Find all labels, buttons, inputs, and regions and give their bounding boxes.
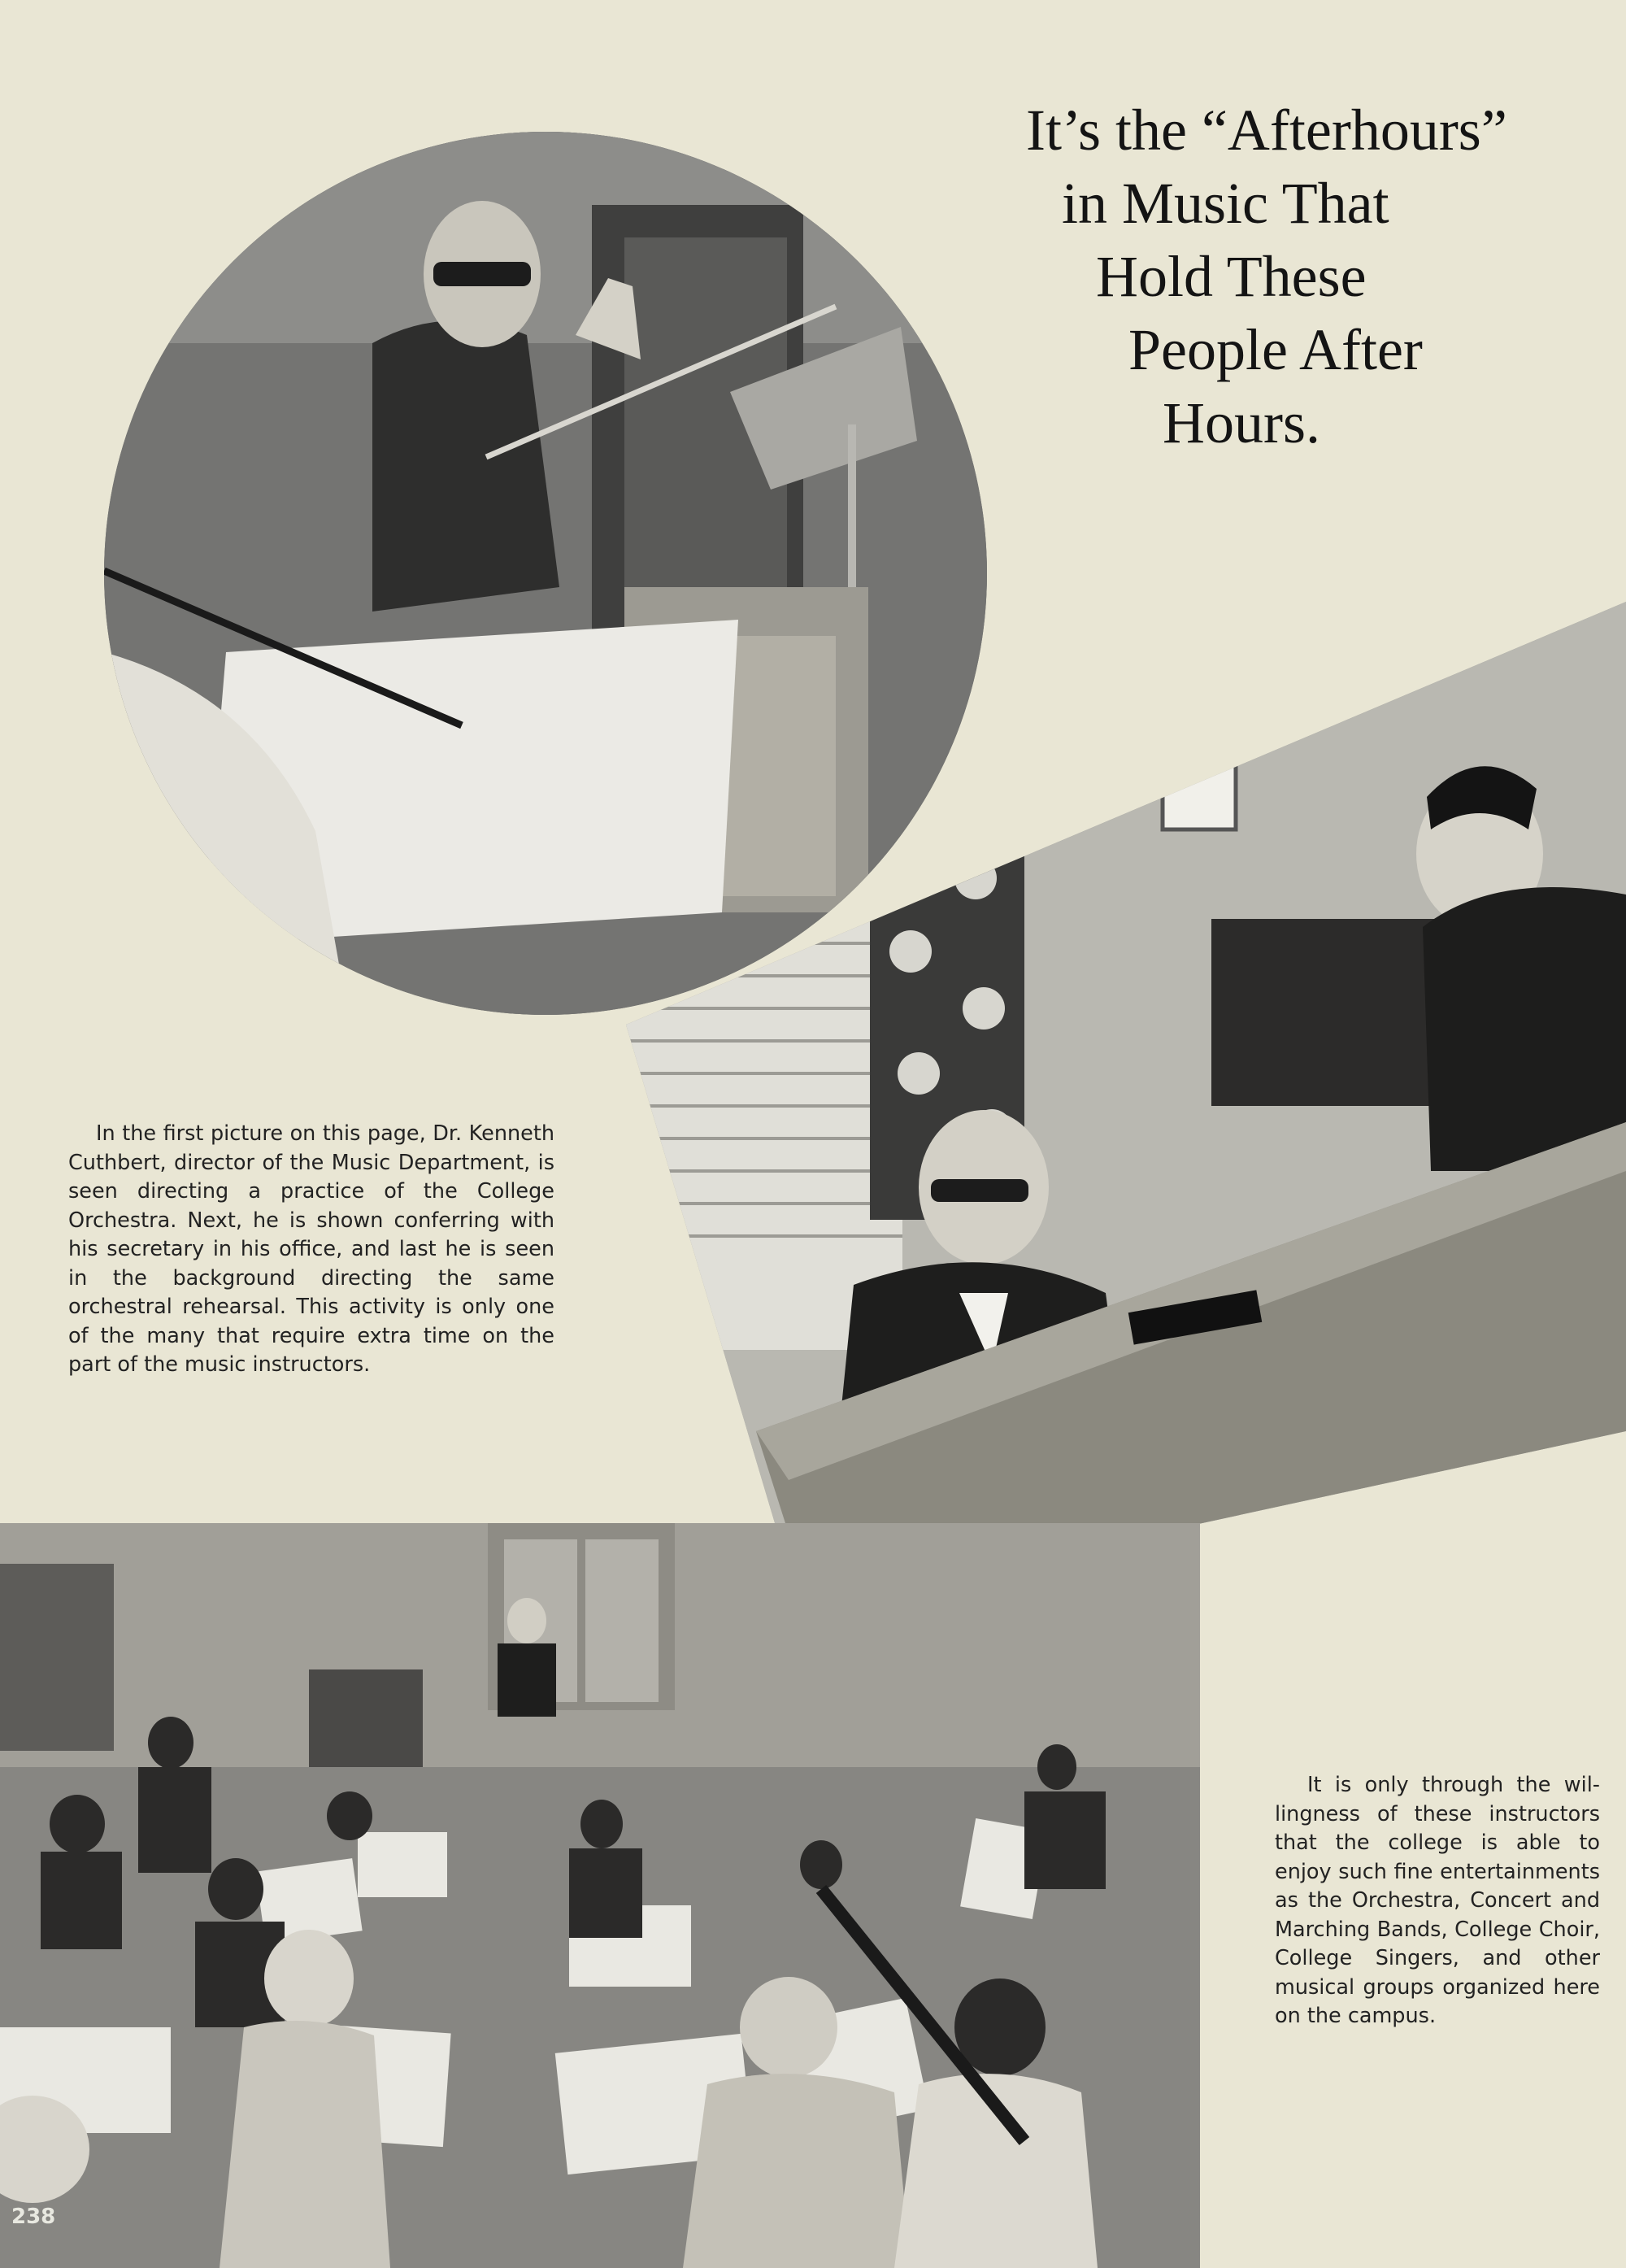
office-photo-art bbox=[626, 602, 1626, 1610]
orchestra-photo-art bbox=[0, 1523, 1200, 2268]
office-photo bbox=[626, 602, 1626, 1610]
orchestra-photo bbox=[0, 1523, 1200, 2268]
page-number: 238 bbox=[11, 2205, 56, 2229]
headline-line-4: People After bbox=[1128, 317, 1423, 382]
headline-line-5: Hours. bbox=[1163, 390, 1320, 455]
page-headline bbox=[1026, 94, 1619, 459]
caption-first: In the first picture on this page, Dr. Kenneth Cuthbert, director of the Music Department, is seen directing a practice of the College Orchestra. Next, he is shown conferring with his secretary in his office, and last he is seen in the background directing the same orchestral rehearsal. This activity is only one of the many that require extra time on the part of the music instructors. bbox=[68, 1121, 554, 1377]
headline-line-1: It’s the “Afterhours” bbox=[1026, 98, 1507, 163]
headline-line-2: in Music That bbox=[1062, 171, 1389, 236]
headline-line-3: Hold These bbox=[1096, 244, 1367, 309]
caption-second: It is only through the willingness of these instructors that the college is able to enjoy such fine entertainments as the Orchestra, Concert and Marching Bands, College Choir, College Singers, and other musical groups organized here on the campus. bbox=[1275, 1773, 1600, 2028]
